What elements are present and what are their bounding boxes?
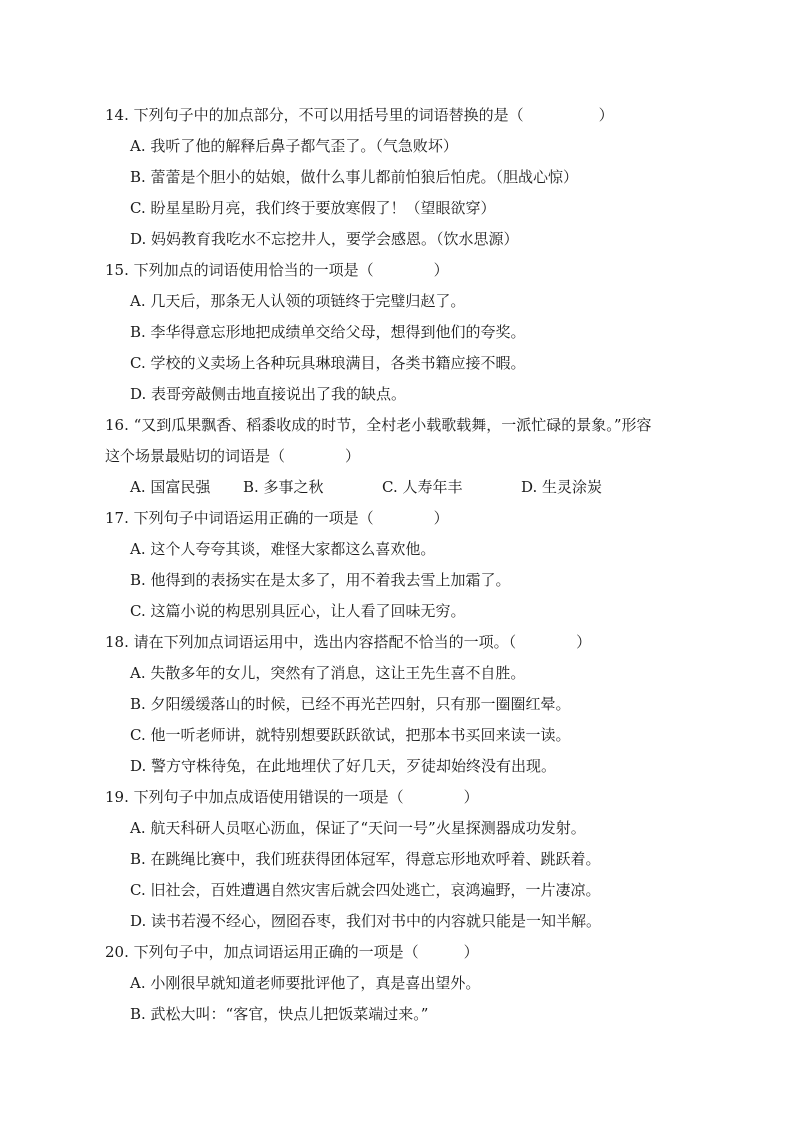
option-19-a: A. 航天科研人员呕心沥血，保证了“天问一号”火星探测器成功发射。: [130, 819, 586, 837]
option-18-b: B. 夕阳缓缓落山的时候，已经不再光芒四射，只有那一圈圈红晕。: [130, 695, 571, 713]
question-list: [105, 100, 710, 1030]
question-text: 下列句子中的加点部分，不可以用括号里的词语替换的是（ ）: [133, 106, 614, 124]
question-number: 19.: [105, 788, 129, 806]
option-19-d: D. 读书若漫不经心，囫囵吞枣，我们对书中的内容就只能是一知半解。: [130, 912, 602, 930]
option-16-c: C. 人寿年丰: [382, 478, 463, 496]
option-16-d: D. 生灵涂炭: [521, 478, 603, 496]
question-16-options: [105, 472, 710, 503]
question-18-stem: [105, 627, 710, 658]
question-20-stem: [105, 937, 710, 968]
question-number: 14.: [105, 106, 129, 124]
question-text: 下列句子中，加点词语运用正确的一项是（ ）: [133, 943, 479, 961]
question-16-stem-line-1: [105, 410, 710, 441]
option-15-c: C. 学校的义卖场上各种玩具琳琅满目，各类书籍应接不暇。: [130, 354, 526, 372]
option-14-d: D. 妈妈教育我吃水不忘挖井人，要学会感恩。（饮水思源）: [130, 230, 519, 248]
question-text: 下列加点的词语使用恰当的一项是（ ）: [133, 261, 449, 279]
option-19-b: B. 在跳绳比赛中，我们班获得团体冠军，得意忘形地欢呼着、跳跃着。: [130, 850, 601, 868]
option-18-d: D. 警方守株待兔，在此地埋伏了好几天，歹徒却始终没有出现。: [130, 757, 557, 775]
question-number: 17.: [105, 509, 129, 527]
option-17-a: A. 这个人夸夸其谈，难怪大家都这么喜欢他。: [130, 540, 436, 558]
option-15-d: D. 表哥旁敲侧击地直接说出了我的缺点。: [130, 385, 407, 403]
question-number: 20.: [105, 943, 129, 961]
option-18-c: C. 他一听老师讲，就特别想要跃跃欲试，把那本书买回来读一读。: [130, 726, 571, 744]
option-20-b: B. 武松大叫：“客官，快点儿把饭菜端过来。”: [130, 1005, 429, 1023]
option-17-c: C. 这篇小说的构思别具匠心，让人看了回味无穷。: [130, 602, 466, 620]
option-15-b: B. 李华得意忘形地把成绩单交给父母，想得到他们的夸奖。: [130, 323, 526, 341]
question-number: 15.: [105, 261, 129, 279]
option-18-a: A. 失散多年的女儿，突然有了消息，这让王先生喜不自胜。: [130, 664, 526, 682]
question-text: 请在下列加点词语运用中，选出内容搭配不恰当的一项。（ ）: [133, 633, 592, 651]
option-14-a: A. 我听了他的解释后鼻子都气歪了。（气急败坏）: [130, 137, 458, 155]
option-15-a: A. 几天后，那条无人认领的项链终于完璧归赵了。: [130, 292, 466, 310]
question-number: 16.: [105, 416, 129, 434]
question-text: “又到瓜果飘香、稻黍收成的时节，全村老小载歌载舞，一派忙碌的景象。”形容: [133, 416, 652, 434]
option-20-a: A. 小刚很早就知道老师要批评他了，真是喜出望外。: [130, 974, 481, 992]
option-14-b: B. 蕾蕾是个胆小的姑娘，做什么事儿都前怕狼后怕虎。（胆战心惊）: [130, 168, 579, 186]
option-17-b: B. 他得到的表扬实在是太多了，用不着我去雪上加霜了。: [130, 571, 511, 589]
question-number: 18.: [105, 633, 129, 651]
question-text: 下列句子中加点成语使用错误的一项是（ ）: [133, 788, 479, 806]
question-14-stem: [105, 100, 710, 131]
option-16-a: A. 国富民强: [130, 478, 211, 496]
option-14-c: C. 盼星星盼月亮，我们终于要放寒假了！（望眼欲穿）: [130, 199, 496, 217]
option-19-c: C. 旧社会，百姓遭遇自然灾害后就会四处逃亡，哀鸿遍野，一片凄凉。: [130, 881, 601, 899]
question-15-stem: [105, 255, 710, 286]
question-19-stem: [105, 782, 710, 813]
option-16-b: B. 多事之秋: [243, 478, 324, 496]
question-16-stem-line-2: 这个场景最贴切的词语是（ ）: [105, 447, 361, 465]
question-text: 下列句子中词语运用正确的一项是（ ）: [133, 509, 449, 527]
question-17-stem: [105, 503, 710, 534]
